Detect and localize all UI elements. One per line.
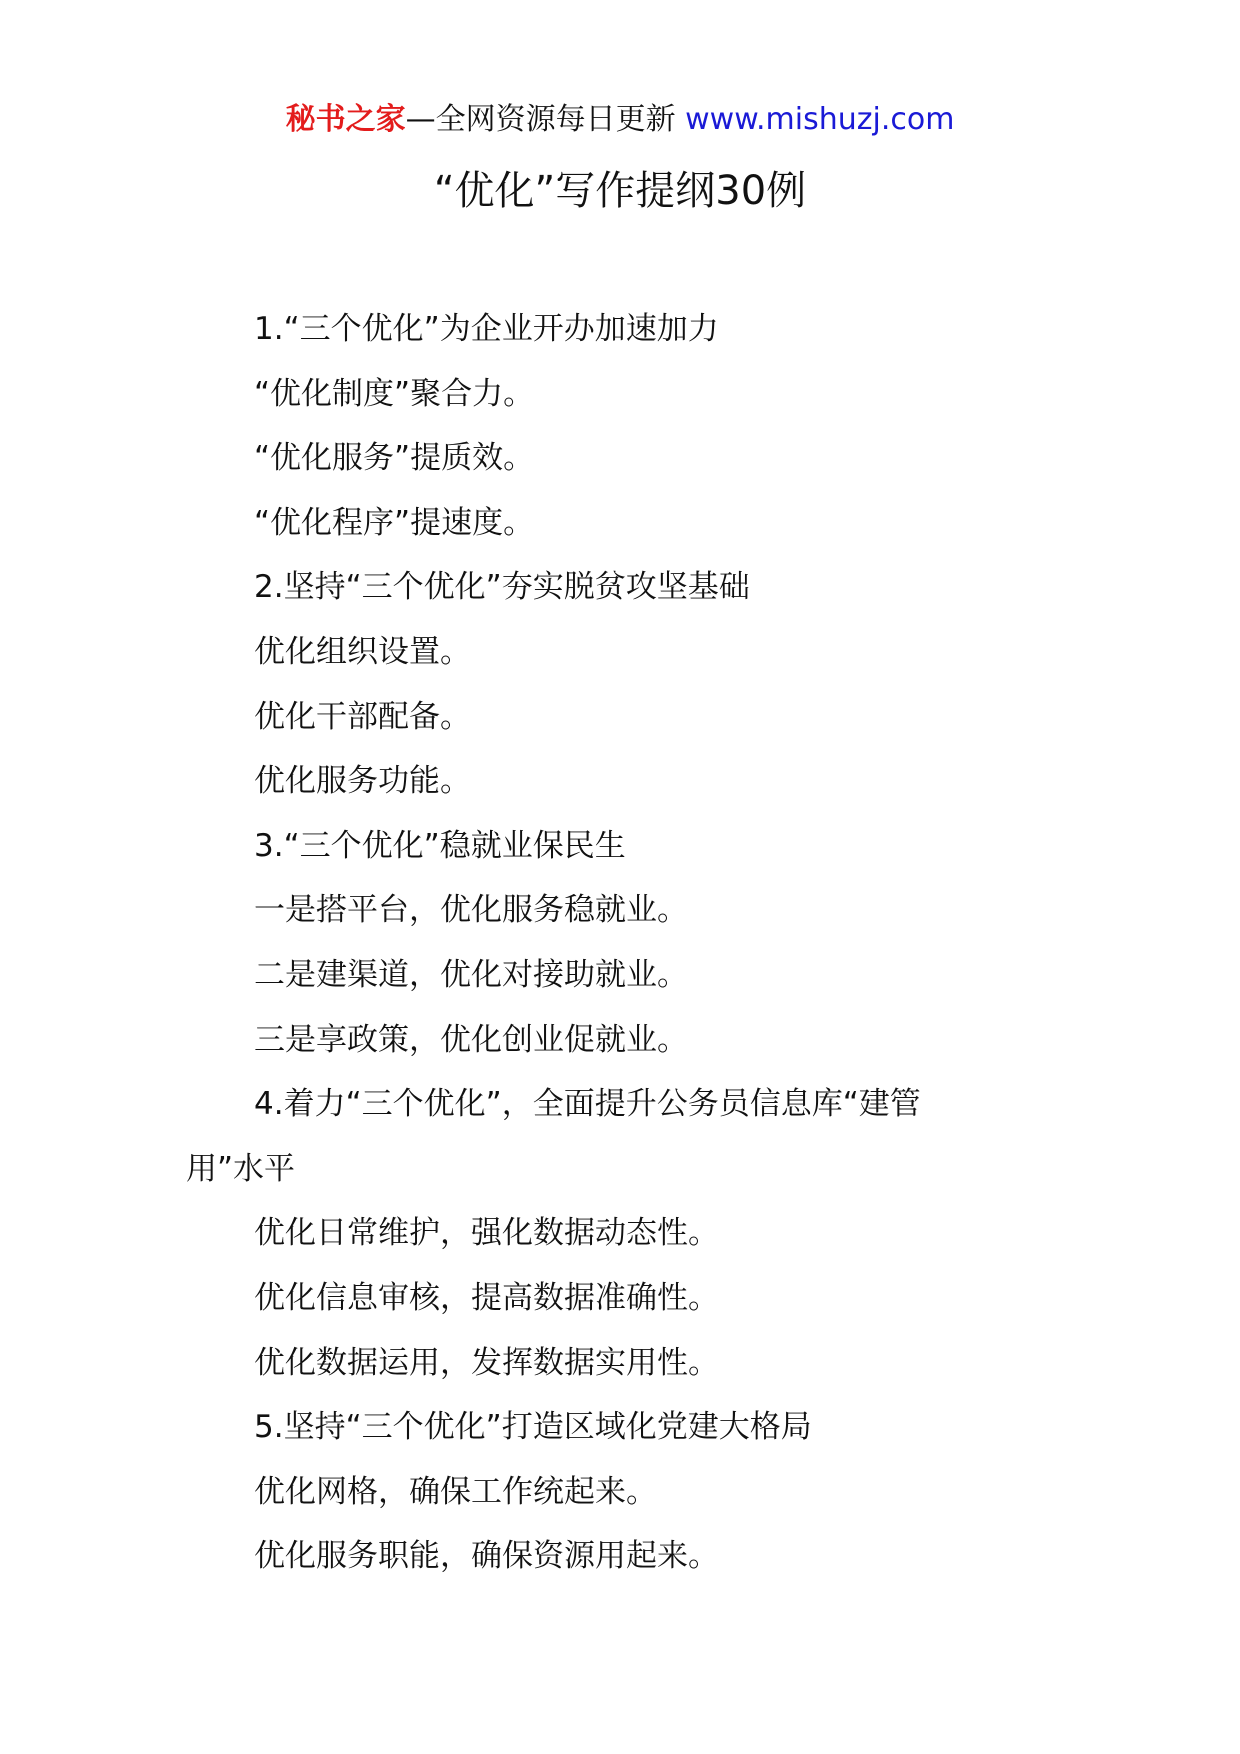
header-tagline: —全网资源每日更新	[405, 102, 676, 137]
body-line: 用”水平	[186, 1150, 296, 1187]
body-line: 优化日常维护，强化数据动态性。	[254, 1215, 719, 1252]
body-line: 三是享政策，优化创业促就业。	[254, 1021, 688, 1058]
body-line: 优化组织设置。	[254, 633, 471, 670]
body-line: 3.“三个优化”稳就业保民生	[254, 827, 626, 864]
body-line: 二是建渠道，优化对接助就业。	[254, 956, 688, 993]
body-line: 优化信息审核，提高数据准确性。	[254, 1279, 719, 1316]
body-line: 1.“三个优化”为企业开办加速加力	[254, 311, 719, 347]
body-line: 一是搭平台，优化服务稳就业。	[254, 892, 688, 929]
brand-name: 秘书之家	[285, 102, 406, 137]
body-line: 优化干部配备。	[254, 698, 471, 735]
body-line: 优化数据运用，发挥数据实用性。	[254, 1344, 719, 1381]
body-line: 4.着力“三个优化”，全面提升公务员信息库“建管	[254, 1086, 921, 1123]
site-header	[0, 100, 1240, 140]
body-line: 优化服务功能。	[254, 763, 471, 800]
body-line: “优化服务”提质效。	[254, 440, 535, 477]
body-line: 优化服务职能，确保资源用起来。	[254, 1538, 719, 1575]
body-line: 2.坚持“三个优化”夯实脱贫攻坚基础	[254, 569, 750, 606]
body-line: 5.坚持“三个优化”打造区域化党建大格局	[254, 1409, 812, 1446]
body-line: 优化网格，确保工作统起来。	[254, 1473, 657, 1510]
document-title: “优化”写作提纲30例	[433, 168, 807, 214]
body-line: “优化程序”提速度。	[254, 504, 535, 541]
site-url-link[interactable]: www.mishuzj.com	[685, 102, 955, 137]
document-body	[186, 297, 1066, 1589]
body-line: “优化制度”聚合力。	[254, 375, 535, 412]
